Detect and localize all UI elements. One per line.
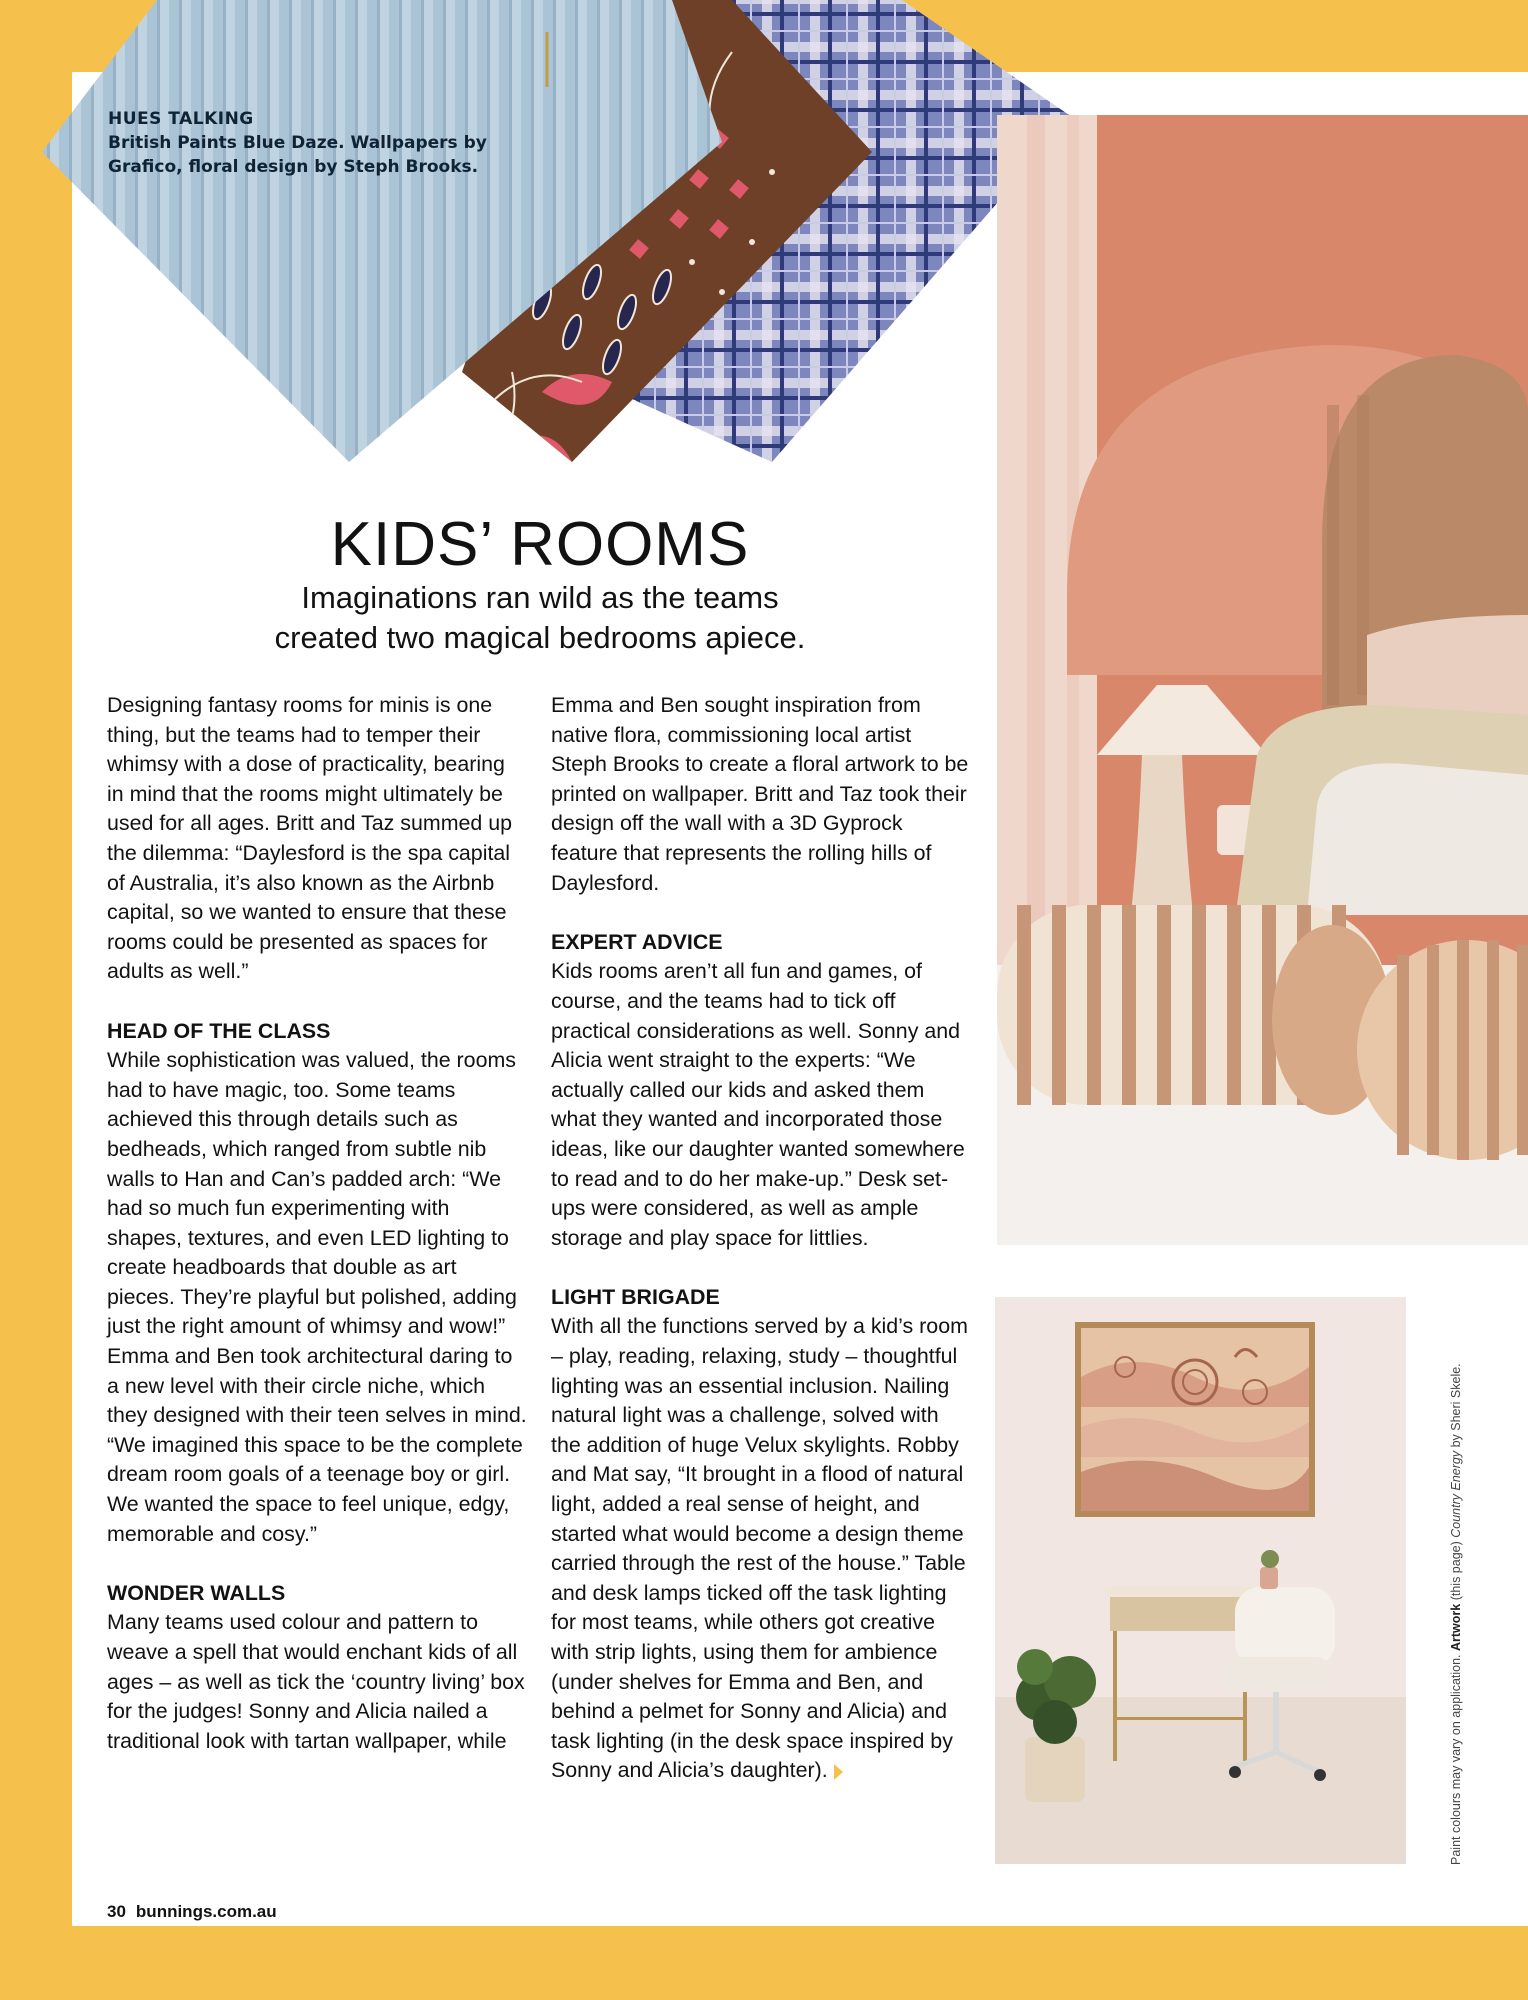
photo-credit bbox=[1449, 1363, 1463, 1865]
subtitle-line: created two magical bedrooms apiece. bbox=[274, 620, 806, 655]
end-of-article-icon bbox=[834, 1764, 843, 1780]
page-number: 30 bbox=[107, 1902, 126, 1921]
section-paragraph bbox=[551, 1312, 971, 1786]
credit-artwork-title: Country Energy bbox=[1449, 1450, 1463, 1538]
framed-artwork bbox=[1075, 1322, 1315, 1517]
magazine-page bbox=[72, 72, 1528, 1926]
article-column-right bbox=[551, 691, 971, 1786]
section-heading: EXPERT ADVICE bbox=[551, 929, 723, 954]
image-caption bbox=[108, 107, 508, 179]
page-subtitle bbox=[200, 578, 880, 658]
striped-bolster-cushion bbox=[997, 905, 1392, 1115]
study-nook-photo bbox=[995, 1297, 1406, 1864]
section-heading: WONDER WALLS bbox=[107, 1580, 286, 1605]
section-paragraph: Kids rooms aren’t all fun and games, of course, and the teams had to tick off practical considerations as well. Sonny and Alicia went straight to the experts: “We actually called our kids and asked them what they wanted and incorporated those ideas, like our daughter wanted somewhere to read and to do her make-up.” Desk set-ups were considered, as well as ample storage and play space for littlies. bbox=[551, 959, 965, 1250]
subtitle-line: Imaginations ran wild as the teams bbox=[301, 580, 779, 615]
credit-middle: (this page) bbox=[1449, 1537, 1463, 1604]
bedroom-photo bbox=[997, 115, 1528, 1245]
intro-paragraph: Designing fantasy rooms for minis is one thing, but the teams had to temper their whimsy with a dose of practicality, bearing in mind that the rooms might ultimately be used for all ages. Britt and Taz summed up the dilemma: “Daylesford is the spa capital of Australia, it’s also known as the Airbnb capital, so we wanted to ensure that these rooms could be presented as spaces for adults as well.” bbox=[107, 693, 513, 984]
credit-suffix: by Sheri Skele. bbox=[1449, 1363, 1463, 1451]
small-vase bbox=[1260, 1550, 1279, 1589]
section-paragraph: Many teams used colour and pattern to weave a spell that would enchant kids of all ages – as well as tick the ‘country living’ box for the judges! Sonny and Alicia nailed a traditional look with tartan wallpaper, while bbox=[107, 1610, 525, 1753]
page-title: KIDS’ ROOMS bbox=[330, 510, 750, 579]
page-footer bbox=[107, 1902, 277, 1922]
section-heading: LIGHT BRIGADE bbox=[551, 1284, 720, 1309]
section-heading: HEAD OF THE CLASS bbox=[107, 1018, 331, 1043]
website-link[interactable]: bunnings.com.au bbox=[135, 1902, 277, 1921]
continued-paragraph: Emma and Ben sought inspiration from native flora, commissioning local artist Steph Brooks to create a floral artwork to be printed on wallpaper. Britt and Taz took their design off the wall with a 3D Gyprock feature that represents the rolling hills of Daylesford. bbox=[551, 693, 969, 895]
light-brigade-text: With all the functions served by a kid’s room – play, reading, relaxing, study – thoughtful lighting was an essential inclusion. Nailing natural light was a challenge, solved with the addition of huge Velux skylights. Robby and Mat say, “It brought in a flood of natural light, added a real sense of height, and started what would become a design theme carried through the rest of the house.” Table and desk lamps ticked off the task lighting for most teams, while others got creative with strip lights, using them for ambience (under shelves for Emma and Ben, and behind a pelmet for Sonny and Alicia) and task lighting (in the desk space inspired by Sonny and Alicia’s daughter). bbox=[551, 1314, 968, 1783]
caption-heading: HUES TALKING bbox=[108, 109, 254, 129]
section-paragraph: While sophistication was valued, the rooms had to have magic, too. Some teams achieved this through details such as bedheads, which ranged from subtle nib walls to Han and Can’s padded arch: “We had so much fun experimenting with shapes, textures, and even LED lighting to create headboards that double as art pieces. They’re playful but polished, adding just the right amount of whimsy and wow!” Emma and Ben took architectural daring to a new level with their circle niche, which they designed with their teen selves in mind. “We imagined this space to be the complete dream room goals of a teenage boy or girl. We wanted the space to feel unique, edgy, memorable and cosy.” bbox=[107, 1048, 527, 1546]
caption-text: British Paints Blue Daze. Wallpapers by Grafico, floral design by Steph Brooks. bbox=[108, 133, 487, 177]
credit-prefix: Paint colours may vary on application. bbox=[1449, 1651, 1463, 1865]
credit-artwork-label: Artwork bbox=[1449, 1603, 1463, 1651]
article-column-left bbox=[107, 691, 527, 1756]
